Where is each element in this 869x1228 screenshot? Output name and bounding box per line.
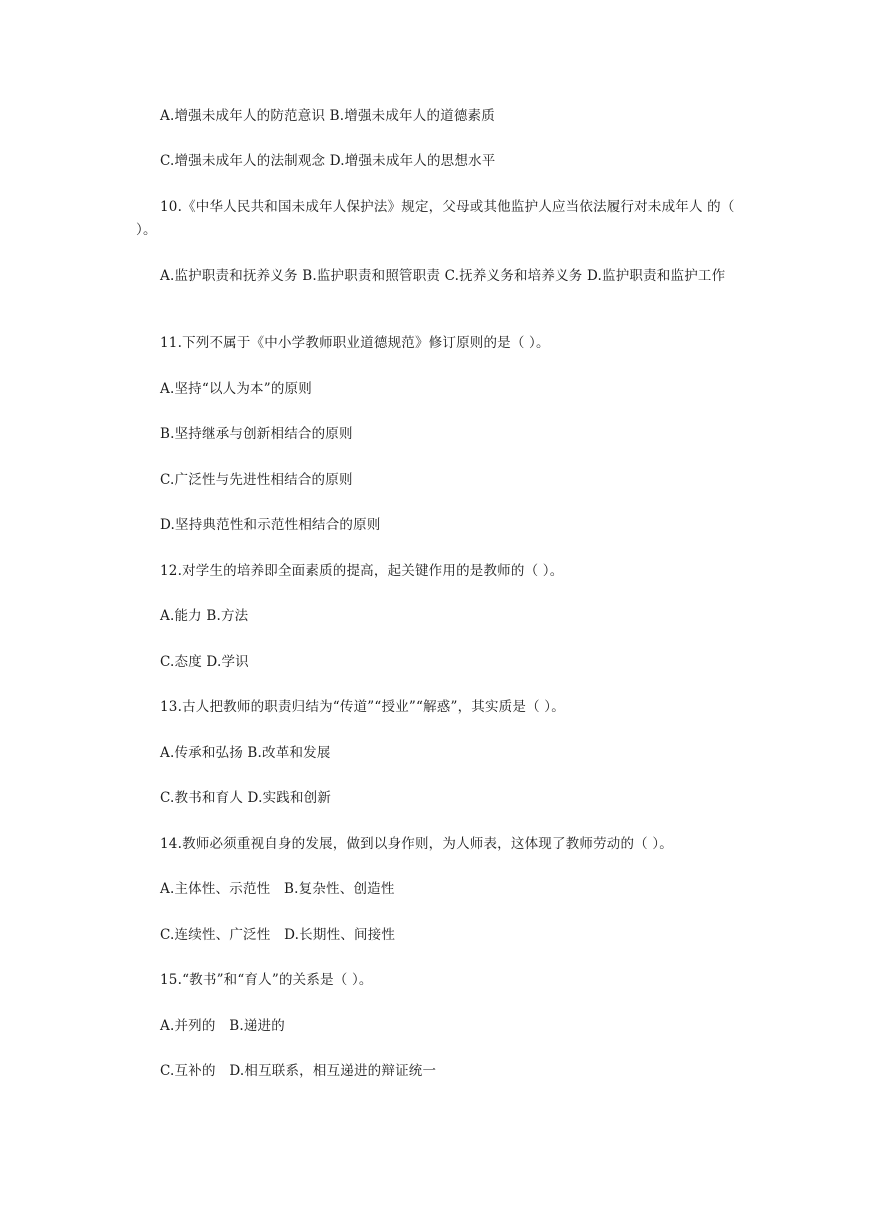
question-10: 10.《中华人民共和国未成年人保护法》规定，父母或其他监护人应当依法履行对未成年人 的（ ）。 [136,199,735,238]
question-13: 13.古人把教师的职责归结为“传道”“授业”“解惑”，其实质是（ ）。 [160,699,565,715]
option-14cd: C.连续性、广泛性 D.长期性、间接性 [160,927,396,943]
option-14ab: A.主体性、示范性 B.复杂性、创造性 [160,881,395,897]
option-11b: B.坚持继承与创新相结合的原则 [160,426,353,442]
question-15: 15.“教书”和“育人”的关系是（ ）。 [160,972,373,988]
option-line-9cd: C.增强未成年人的法制观念 D.增强未成年人的思想水平 [160,153,496,169]
option-11a: A.坚持“以人为本”的原则 [160,381,312,397]
option-12cd: C.态度 D.学识 [160,654,249,670]
question-14: 14.教师必须重视自身的发展，做到以身作则，为人师表，这体现了教师劳动的（ ）。 [160,836,674,852]
option-11c: C.广泛性与先进性相结合的原则 [160,472,353,488]
option-15cd: C.互补的 D.相互联系，相互递进的辩证统一 [160,1063,437,1079]
options-10: A.监护职责和抚养义务 B.监护职责和照管职责 C.抚养义务和培养义务 D.监护职责和监护工作 [160,268,726,284]
question-12: 12.对学生的培养即全面素质的提高，起关键作用的是教师的（ ）。 [160,563,564,579]
option-12ab: A.能力 B.方法 [160,608,249,624]
option-13cd: C.教书和育人 D.实践和创新 [160,790,332,806]
option-11d: D.坚持典范性和示范性相结合的原则 [160,517,381,533]
option-15ab: A.并列的 B.递进的 [160,1018,285,1034]
question-11: 11.下列不属于《中小学教师职业道德规范》修订原则的是（ ）。 [160,335,550,351]
option-13ab: A.传承和弘扬 B.改革和发展 [160,745,331,761]
option-line-9ab: A.增强未成年人的防范意识 B.增强未成年人的道德素质 [160,108,495,124]
